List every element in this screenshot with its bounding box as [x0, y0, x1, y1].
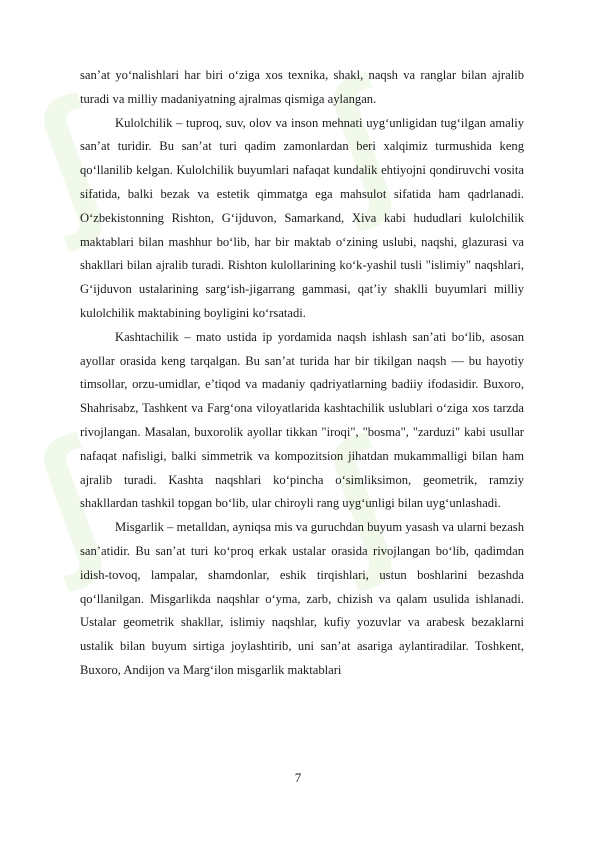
watermark-logo: ʃ [300, 46, 413, 233]
paragraph-kulolchilik: Kulolchilik – tuproq, suv, olov va inson mehnati uyg‘unligidan tug‘ilgan amaliy san’at turidir. Bu san’at turi qadim zamonlardan beri xalqimiz turmushida keng qo‘llanilib kelgan. Kulolchilik buyumlari nafaqat kundalik ehtiyojni qondiruvchi vosita sifatida, balki bezak va estetik qimmatga ega mahsulot sifatida ham qadrlanadi. O‘zbekistonning Rishton, G‘ijduvon, Samarkand, Xiva kabi hududlari kulolchilik maktablari bilan mashhur bo‘lib, har bir maktab o‘zining uslubi, naqshi, glazurasi va shakllari bilan ajralib turadi. Rishton kulollarining ko‘k-yashil tusli "islimiy" naqshlari, G‘ijduvon ustalarining sarg‘ish-jigarrang gammasi, qat’iy shaklli buyumlari milliy kulolchilik maktabining boyligini ko‘rsatadi. [80, 115, 524, 320]
body-text [80, 64, 524, 683]
watermark-logo: ʃ [10, 406, 123, 593]
watermark-logo: ʃ [10, 66, 123, 253]
watermark-logo: ʃ [300, 406, 413, 593]
page-number: 7 [294, 770, 302, 785]
paragraph-misgarlik: Misgarlik – metalldan, ayniqsa mis va guruchdan buyum yasash va ularni bezash san’atidir. Bu san’at turi ko‘proq erkak ustalar orasida rivojlangan bo‘lib, qadimdan idish-tovoq, lampalar, shamdonlar, eshik tirqishlari, ustun boshlarini bezashda qo‘llanilgan. Misgarlikda naqshlar o‘yma, zarb, chizish va qalam usulida ishlanadi. Ustalar geometrik shakllar, islimiy naqshlar, kufiy yozuvlar va arabesk bezaklarni ustalik bilan buyum sirtiga joylashtirib, uni san’at asariga aylantiradilar. Toshkent, Buxoro, Andijon va Marg‘ilon misgarlik maktablari [80, 520, 524, 677]
paragraph-continuation: san’at yo‘nalishlari har biri o‘ziga xos texnika, shakl, naqsh va ranglar bilan ajralib turadi va milliy madaniyatning ajralmas qismiga aylangan. [80, 68, 524, 106]
paragraph-kashtachilik: Kashtachilik – mato ustida ip yordamida naqsh ishlash san’ati bo‘lib, asosan ayollar orasida keng tarqalgan. Bu san’at turida har bir tikilgan naqsh — bu hayotiy timsollar, orzu-umidlar, e’tiqod va madaniy qadriyatlarning badiiy ifodasidir. Buxoro, Shahrisabz, Tashkent va Farg‘ona viloyatlarida kashtachilik uslublari o‘ziga xos tarzda rivojlangan. Masalan, buxorolik ayollar tikkan "iroqi", "bosma", "zarduzi" kabi usullar nafaqat nafisligi, balki simmetrik va kompozitsion jihatdan mukammalligi bilan ham ajralib turadi. Kashta naqshlari ko‘pincha o‘simliksimon, geometrik, ramziy shakllardan tashkil topgan bo‘lib, ular chiroyli rang uyg‘unligi bilan uyg‘unlashadi. [80, 329, 524, 511]
